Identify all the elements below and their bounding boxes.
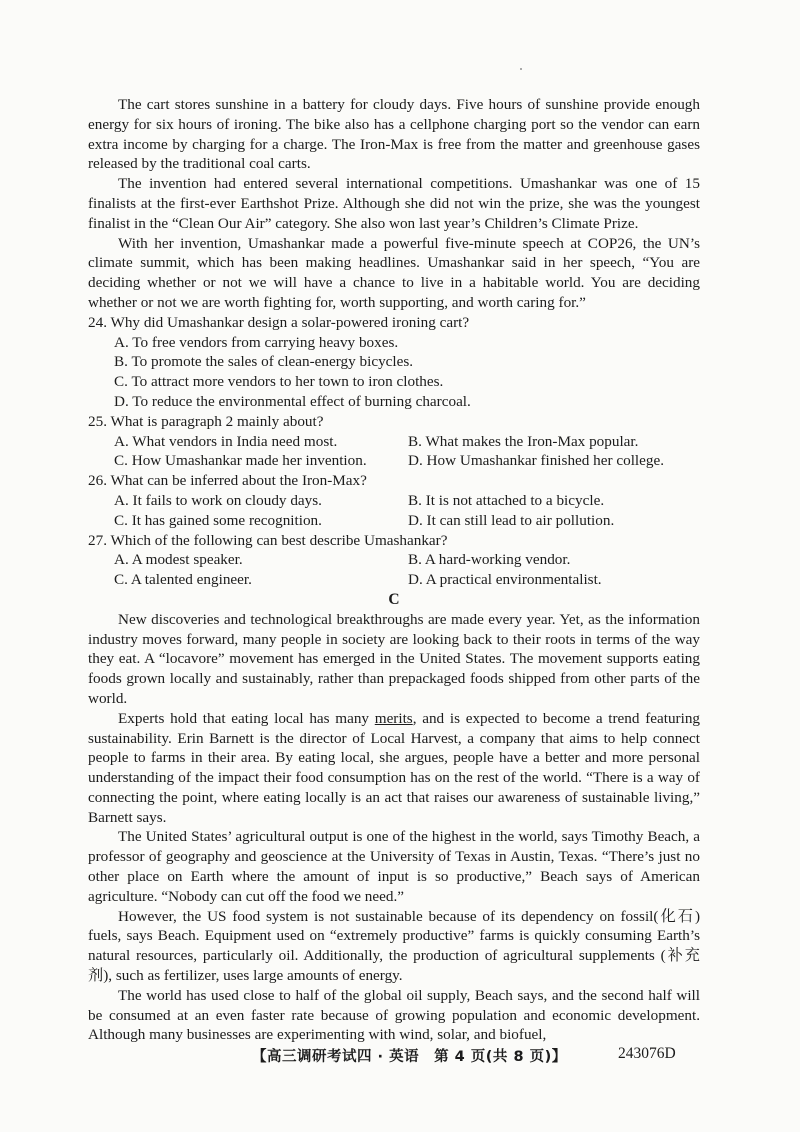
option-a: A. A modest speaker. [114, 551, 243, 569]
option-a: A. What vendors in India need most. [114, 432, 338, 450]
option-c: C. How Umashankar made her invention. [114, 452, 367, 470]
question-24 [88, 313, 700, 412]
passage-b-paragraph-1: The cart stores sunshine in a battery for cloudy days. Five hours of sunshine provide enough energy for six hours of ironing. The bike also has a cellphone charging port so the vendor can earn extra income by charging for a charge. The Iron-Max is free from the matter and greenhouse gases released by the traditional coal carts. [88, 96, 700, 173]
question-stem: 27. Which of the following can best describe Umashankar? [88, 531, 448, 549]
passage-c-paragraph-5: The world has used close to half of the global oil supply, Beach says, and the second half will be consumed at an even faster rate because of growing population and economic development. Although many businesses are experimenting with wind, solar, and biofuel, [88, 986, 700, 1044]
passage-b-paragraph-3: With her invention, Umashankar made a powerful five-minute speech at COP26, the UN’s climate summit, which has been making headlines. Umashankar said in her speech, “You are deciding whether or not we will have a chance to live in a habitable world. You are deciding whether or not we are worth fighting for, worth supporting, and worth caring for.” [88, 234, 700, 311]
option-d: D. It can still lead to air pollution. [408, 511, 615, 529]
question-stem: 25. What is paragraph 2 mainly about? [88, 412, 324, 430]
option-row [88, 451, 700, 471]
question-25 [88, 412, 700, 471]
option-b: B. A hard-working vendor. [408, 551, 571, 569]
option-b: B. What makes the Iron-Max popular. [408, 432, 639, 450]
option-row [88, 511, 700, 531]
passage-c-paragraph-3: The United States’ agricultural output is one of the highest in the world, says Timothy Beach, a professor of geography and geoscience at the University of Texas in Austin, Texas. “There’s just no other place on Earth where the amount of input is so productive,” Beach says of American agriculture. “Nobody can cut off the food we need.” [88, 828, 700, 905]
option-row [88, 570, 700, 590]
passage-b-paragraph-2: The invention had entered several international competitions. Umashankar was one of 15 finalists at the first-ever Earthshot Prize. Although she did not win the prize, she was the youngest finalist in the “Clean Our Air” category. She also won last year’s Children’s Climate Prize. [88, 175, 700, 232]
option-row [88, 491, 700, 511]
option-a: A. To free vendors from carrying heavy boxes. [114, 333, 399, 351]
option-d: D. To reduce the environmental effect of burning charcoal. [114, 392, 471, 410]
footer-paper-code: 243076D [618, 1045, 676, 1062]
paragraph-text: Experts hold that eating local has many [118, 709, 375, 727]
question-stem: 26. What can be inferred about the Iron-Max? [88, 472, 367, 490]
scan-speck [520, 68, 522, 70]
question-26 [88, 471, 700, 530]
section-heading-c: C [388, 590, 400, 608]
exam-page [88, 95, 700, 1045]
underlined-word: merits [374, 709, 413, 727]
passage-c-paragraph-4: However, the US food system is not sustainable because of its dependency on fossil(化石) fuels, says Beach. Equipment used on “extremely productive” farms is quickly consuming Earth’s natural resources, particularly oil. Additionally, the production of agricultural supplements (补充剂), such as fertilizer, uses large amounts of energy. [88, 907, 700, 985]
option-row [88, 550, 700, 570]
footer-exam-title: 【高三调研考试四 · 英语 第 4 页(共 8 页)】 [252, 1049, 567, 1065]
option-a: A. It fails to work on cloudy days. [114, 491, 322, 509]
option-c: C. It has gained some recognition. [114, 511, 322, 529]
option-b: B. It is not attached to a bicycle. [408, 491, 605, 509]
option-d: D. A practical environmentalist. [408, 571, 602, 589]
paragraph-text: , and is expected to become a trend featuring sustainability. Erin Barnett is the director of Local Harvest, a company that aims to help connect people to farms in their area. By eating local, she argues, people have a better and more personal understanding of the impact their food consumption has on the rest of the world. “There is a way of connecting the point, where eating locally is an act that raises our awareness of sustainable living,” Barnett says. [88, 709, 701, 826]
question-stem: 24. Why did Umashankar design a solar-powered ironing cart? [88, 313, 470, 331]
option-c: C. To attract more vendors to her town to iron clothes. [114, 373, 444, 391]
option-b: B. To promote the sales of clean-energy bicycles. [114, 353, 414, 371]
question-27 [88, 531, 700, 590]
passage-c-paragraph-2 [88, 709, 700, 828]
option-d: D. How Umashankar finished her college. [408, 452, 664, 470]
option-c: C. A talented engineer. [114, 571, 252, 589]
passage-c-paragraph-1: New discoveries and technological breakthroughs are made every year. Yet, as the information industry moves forward, many people in society are looking back to their roots in terms of the way they eat. A “locavore” movement has emerged in the United States. The movement supports eating foods grown locally and sustainably, rather than prepackaged foods shipped from other parts of the world. [88, 610, 700, 707]
option-row [88, 432, 700, 452]
page-footer [0, 1045, 800, 1069]
